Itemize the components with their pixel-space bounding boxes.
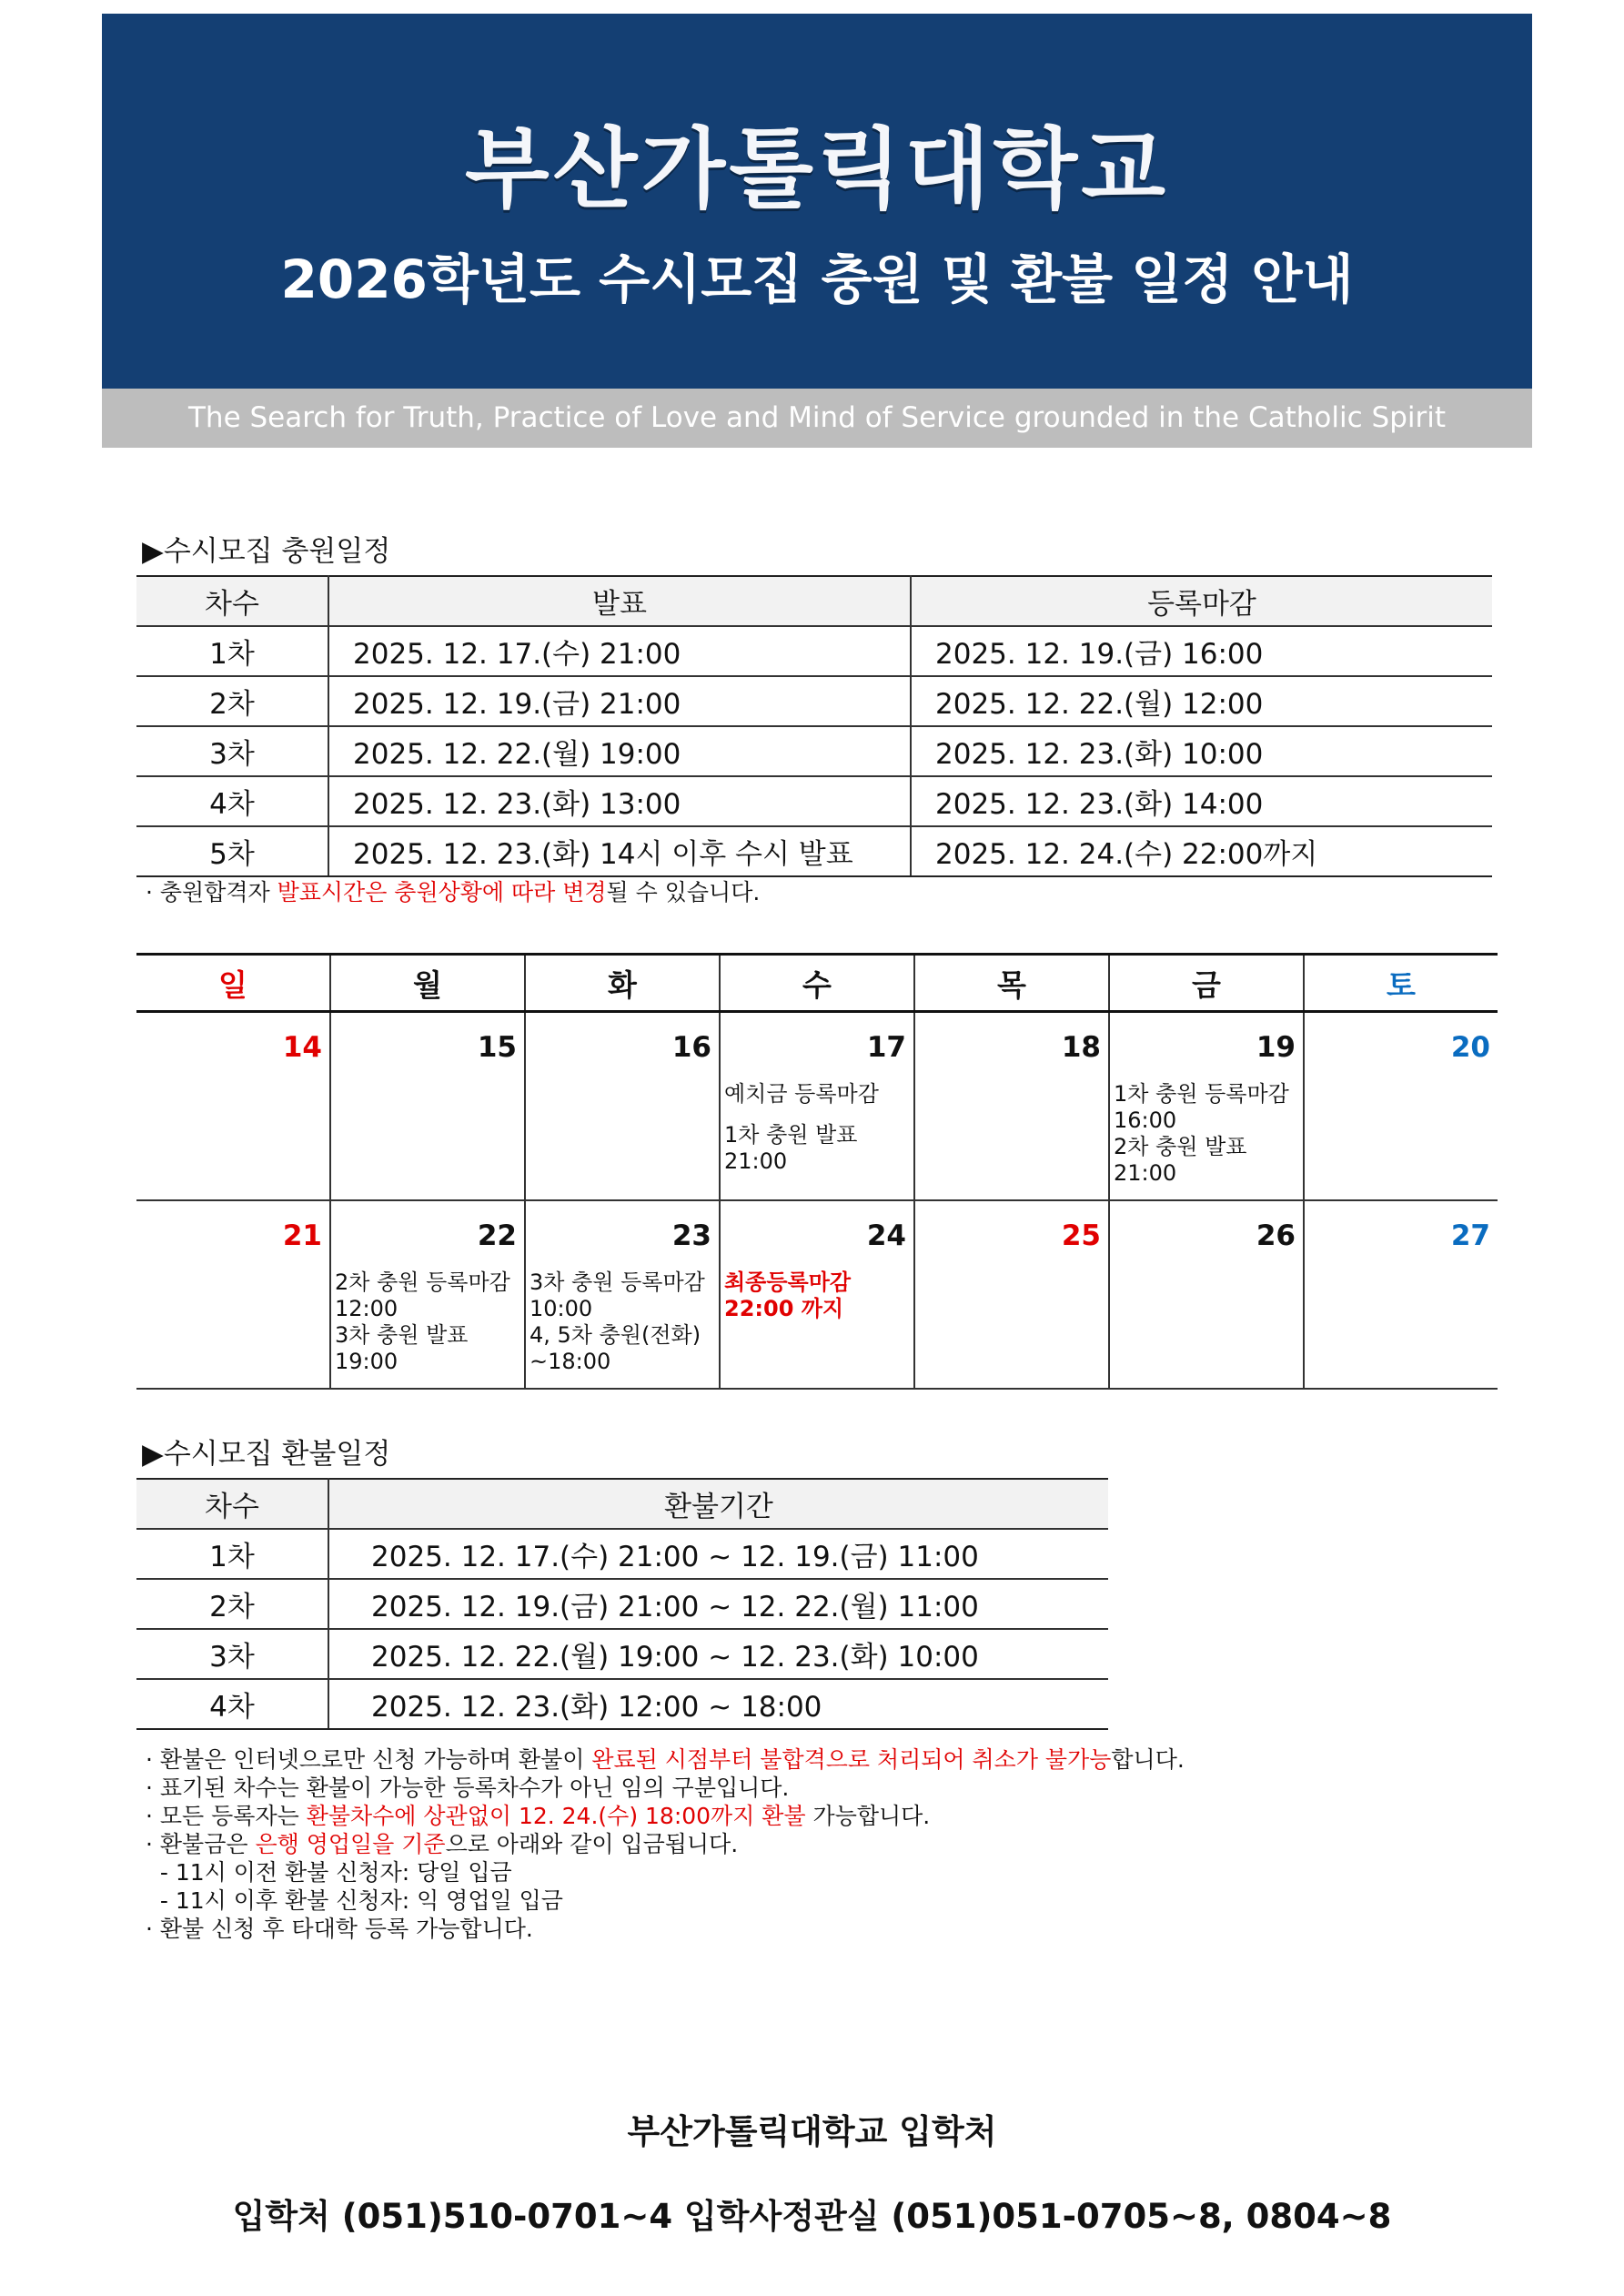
calendar-weekday-row <box>136 955 1498 1012</box>
motto-bar: The Search for Truth, Practice of Love and Mind of Service grounded in the Catholic Spirit <box>102 389 1532 448</box>
day-number: 23 <box>671 1219 711 1252</box>
day-number: 21 <box>282 1219 322 1252</box>
table-row <box>136 1629 1108 1679</box>
note-text: 가능합니다. <box>805 1803 931 1829</box>
refund-note: · 환불 신청 후 타대학 등록 가능합니다. <box>146 1916 533 1942</box>
table-row <box>136 826 1492 876</box>
document-title: 2026학년도 수시모집 충원 및 환불 일정 안내 <box>280 248 1354 310</box>
note-highlight: 은행 영업일을 기준 <box>255 1831 446 1857</box>
round-cell: 1차 <box>136 1529 328 1579</box>
day-number: 22 <box>477 1219 517 1252</box>
calendar-day-cell <box>525 1200 720 1389</box>
calendar-day-cell <box>330 1012 525 1201</box>
day-number: 18 <box>1061 1031 1101 1064</box>
round-cell: 1차 <box>136 626 328 676</box>
column-header: 등록마감 <box>911 576 1492 626</box>
day-number: 15 <box>477 1031 517 1064</box>
table-row <box>136 1529 1108 1579</box>
announce-cell: 2025. 12. 22.(월) 19:00 <box>328 726 911 776</box>
weekday-friday: 금 <box>1109 955 1304 1012</box>
round-cell: 4차 <box>136 1679 328 1729</box>
refund-note <box>146 1745 1185 1774</box>
refund-period-cell: 2025. 12. 22.(월) 19:00 ~ 12. 23.(화) 10:00 <box>328 1629 1108 1679</box>
table-row <box>136 676 1492 726</box>
round-cell: 2차 <box>136 1579 328 1629</box>
note-highlight: 발표시간은 충원상황에 따라 변경 <box>277 879 607 905</box>
refund-note <box>146 1830 1185 1858</box>
refund-notes <box>146 1745 1185 1943</box>
deadline-cell: 2025. 12. 24.(수) 22:00까지 <box>911 826 1492 876</box>
table-row <box>136 1579 1108 1629</box>
fill-schedule-title: ▶수시모집 충원일정 <box>142 535 391 568</box>
round-cell: 4차 <box>136 776 328 826</box>
weekday-tuesday: 화 <box>525 955 720 1012</box>
refund-period-cell: 2025. 12. 19.(금) 21:00 ~ 12. 22.(월) 11:00 <box>328 1579 1108 1629</box>
day-number: 19 <box>1256 1031 1296 1064</box>
refund-note: - 11시 이전 환불 신청자: 당일 입금 <box>146 1859 512 1886</box>
refund-note: · 표기된 차수는 환불이 가능한 등록차수가 아닌 임의 구분입니다. <box>146 1775 790 1801</box>
note-text: 합니다. <box>1111 1746 1185 1773</box>
round-cell: 3차 <box>136 726 328 776</box>
refund-schedule-title: ▶수시모집 환불일정 <box>142 1438 391 1471</box>
calendar-week-row <box>136 1200 1498 1389</box>
calendar-day-cell <box>136 1200 330 1389</box>
calendar-day-cell <box>914 1012 1109 1201</box>
table-row <box>136 626 1492 676</box>
fill-schedule-table <box>136 575 1492 877</box>
announce-cell: 2025. 12. 19.(금) 21:00 <box>328 676 911 726</box>
refund-period-cell: 2025. 12. 23.(화) 12:00 ~ 18:00 <box>328 1679 1108 1729</box>
day-number: 24 <box>866 1219 906 1252</box>
deadline-cell: 2025. 12. 22.(월) 12:00 <box>911 676 1492 726</box>
column-header: 차수 <box>136 1479 328 1529</box>
calendar-event: 3차 충원 등록마감 10:00 4, 5차 충원(전화) ~18:00 <box>530 1269 705 1374</box>
day-number: 20 <box>1450 1031 1490 1064</box>
calendar-event: 예치금 등록마감 <box>724 1081 879 1107</box>
calendar-day-cell <box>525 1012 720 1201</box>
weekday-sunday: 일 <box>136 955 330 1012</box>
calendar-day-cell <box>136 1012 330 1201</box>
note-text: · 모든 등록자는 <box>146 1803 307 1829</box>
weekday-wednesday: 수 <box>720 955 914 1012</box>
calendar-day-cell <box>1304 1012 1498 1201</box>
table-row <box>136 1679 1108 1729</box>
calendar <box>136 953 1498 1390</box>
calendar-event: 1차 충원 등록마감 16:00 2차 충원 발표 21:00 <box>1114 1081 1289 1186</box>
calendar-event: 1차 충원 발표 21:00 <box>724 1122 858 1174</box>
deadline-cell: 2025. 12. 23.(화) 14:00 <box>911 776 1492 826</box>
note-text: · 환불금은 <box>146 1831 256 1857</box>
note-highlight: 완료된 시점부터 불합격으로 처리되어 취소가 불가능 <box>591 1746 1112 1773</box>
calendar-day-cell <box>720 1012 914 1201</box>
table-row <box>136 726 1492 776</box>
day-number: 16 <box>671 1031 711 1064</box>
announce-cell: 2025. 12. 17.(수) 21:00 <box>328 626 911 676</box>
table-header-row <box>136 576 1492 626</box>
round-cell: 3차 <box>136 1629 328 1679</box>
university-name: 부산가톨릭대학교 <box>465 118 1169 220</box>
calendar-day-cell <box>914 1200 1109 1389</box>
refund-note <box>146 1802 1185 1830</box>
column-header: 발표 <box>328 576 911 626</box>
round-cell: 5차 <box>136 826 328 876</box>
calendar-event-final-deadline: 최종등록마감 22:00 까지 <box>724 1269 852 1321</box>
header-banner <box>102 14 1532 389</box>
weekday-saturday: 토 <box>1304 955 1498 1012</box>
refund-schedule-table <box>136 1478 1108 1730</box>
day-number: 27 <box>1450 1219 1490 1252</box>
announce-cell: 2025. 12. 23.(화) 13:00 <box>328 776 911 826</box>
calendar-week-row <box>136 1012 1498 1201</box>
round-cell: 2차 <box>136 676 328 726</box>
note-text: 될 수 있습니다. <box>606 879 761 905</box>
note-text: · 충원합격자 <box>146 879 277 905</box>
note-text: 으로 아래와 같이 입금됩니다. <box>445 1831 739 1857</box>
weekday-monday: 월 <box>330 955 525 1012</box>
calendar-day-cell <box>330 1200 525 1389</box>
calendar-event: 2차 충원 등록마감 12:00 3차 충원 발표 19:00 <box>335 1269 510 1374</box>
column-header: 차수 <box>136 576 328 626</box>
calendar-day-cell <box>720 1200 914 1389</box>
table-header-row <box>136 1479 1108 1529</box>
footer-office: 부산가톨릭대학교 입학처 <box>627 2112 997 2151</box>
column-header: 환불기간 <box>328 1479 1108 1529</box>
day-number: 17 <box>866 1031 906 1064</box>
day-number: 14 <box>282 1031 322 1064</box>
table-row <box>136 776 1492 826</box>
deadline-cell: 2025. 12. 19.(금) 16:00 <box>911 626 1492 676</box>
footer-contacts: 입학처 (051)510-0701~4 입학사정관실 (051)051-0705~8, 0804~8 <box>232 2197 1392 2236</box>
weekday-thursday: 목 <box>914 955 1109 1012</box>
day-number-holiday: 25 <box>1061 1219 1101 1252</box>
announce-cell: 2025. 12. 23.(화) 14시 이후 수시 발표 <box>328 826 911 876</box>
calendar-day-cell <box>1304 1200 1498 1389</box>
day-number: 26 <box>1256 1219 1296 1252</box>
calendar-day-cell <box>1109 1012 1304 1201</box>
note-highlight: 환불차수에 상관없이 12. 24.(수) 18:00까지 환불 <box>306 1803 806 1829</box>
refund-note: - 11시 이후 환불 신청자: 익 영업일 입금 <box>146 1887 563 1914</box>
fill-schedule-note <box>146 878 760 906</box>
note-text: · 환불은 인터넷으로만 신청 가능하며 환불이 <box>146 1746 592 1773</box>
refund-period-cell: 2025. 12. 17.(수) 21:00 ~ 12. 19.(금) 11:00 <box>328 1529 1108 1579</box>
deadline-cell: 2025. 12. 23.(화) 10:00 <box>911 726 1492 776</box>
calendar-day-cell <box>1109 1200 1304 1389</box>
